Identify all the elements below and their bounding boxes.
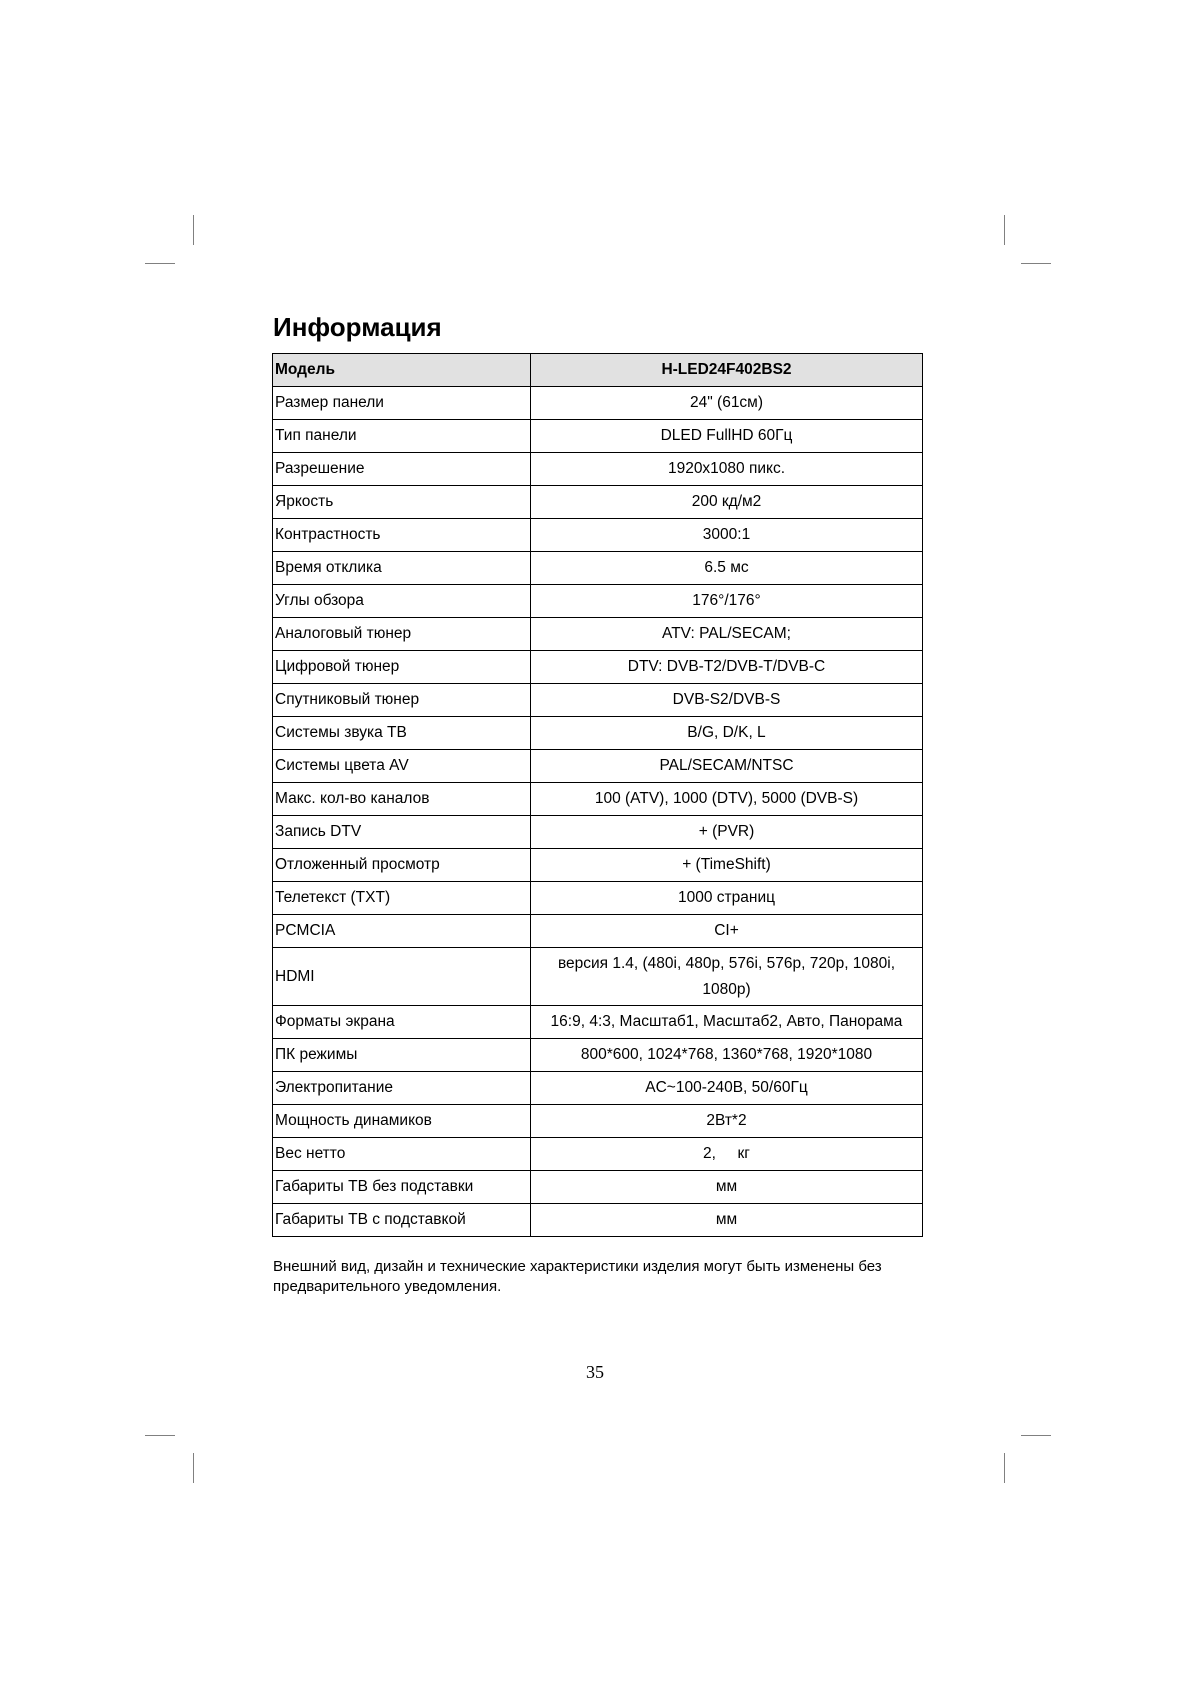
table-row	[273, 1138, 923, 1171]
spec-label-cell: Системы звука ТВ	[273, 717, 531, 750]
spec-value-cell: мм	[531, 1204, 923, 1237]
table-row	[273, 750, 923, 783]
spec-label-cell: Углы обзора	[273, 585, 531, 618]
disclaimer-note: Внешний вид, дизайн и технические характеристики изделия могут быть изменены без предварительного уведомления.	[273, 1258, 882, 1295]
crop-mark-bottom-left-vertical	[193, 1453, 194, 1483]
spec-value-cell: 6.5 мс	[531, 552, 923, 585]
spec-value-cell: 1000 страниц	[531, 882, 923, 915]
table-row	[273, 651, 923, 684]
spec-value-cell: AC~100-240В, 50/60Гц	[531, 1072, 923, 1105]
table-row	[273, 783, 923, 816]
spec-value-cell: B/G, D/K, L	[531, 717, 923, 750]
table-row	[273, 519, 923, 552]
spec-value-cell: + (PVR)	[531, 816, 923, 849]
table-row	[273, 1171, 923, 1204]
table-row	[273, 585, 923, 618]
table-row	[273, 486, 923, 519]
spec-label-cell: HDMI	[273, 948, 531, 1006]
spec-value-cell: мм	[531, 1171, 923, 1204]
spec-label-cell: Цифровой тюнер	[273, 651, 531, 684]
spec-value-cell: 24" (61см)	[531, 387, 923, 420]
spec-value-cell: 3000:1	[531, 519, 923, 552]
table-row	[273, 717, 923, 750]
spec-value-cell: версия 1.4, (480i, 480p, 576i, 576p, 720p, 1080i, 1080p)	[531, 948, 923, 1006]
table-row	[273, 948, 923, 1006]
crop-mark-bottom-left-horizontal	[145, 1435, 175, 1436]
spec-label-cell: Время отклика	[273, 552, 531, 585]
table-row	[273, 420, 923, 453]
page-number: 35	[586, 1362, 604, 1382]
spec-label-cell: ПК режимы	[273, 1039, 531, 1072]
crop-mark-top-left-vertical	[193, 215, 194, 245]
spec-label-cell: Вес нетто	[273, 1138, 531, 1171]
crop-mark-bottom-right-horizontal	[1021, 1435, 1051, 1436]
spec-label-cell: Запись DTV	[273, 816, 531, 849]
spec-value-cell: + (TimeShift)	[531, 849, 923, 882]
spec-label-cell: Спутниковый тюнер	[273, 684, 531, 717]
header-value-cell: H-LED24F402BS2	[531, 354, 923, 387]
spec-label-cell: Яркость	[273, 486, 531, 519]
spec-value-cell: 2, кг	[531, 1138, 923, 1171]
spec-label-cell: Телетекст (TXT)	[273, 882, 531, 915]
table-row	[273, 1072, 923, 1105]
table-row	[273, 915, 923, 948]
crop-mark-bottom-right-vertical	[1004, 1453, 1005, 1483]
spec-table	[272, 353, 923, 1237]
spec-label-cell: Мощность динамиков	[273, 1105, 531, 1138]
spec-value-cell: 200 кд/м2	[531, 486, 923, 519]
spec-label-cell: Габариты ТВ без подставки	[273, 1171, 531, 1204]
spec-label-cell: Разрешение	[273, 453, 531, 486]
spec-label-cell: Электропитание	[273, 1072, 531, 1105]
table-row	[273, 849, 923, 882]
header-label-cell: Модель	[273, 354, 531, 387]
table-row	[273, 1105, 923, 1138]
spec-label-cell: Макс. кол-во каналов	[273, 783, 531, 816]
page-title: Информация	[273, 312, 442, 342]
spec-value-cell: 1920x1080 пикс.	[531, 453, 923, 486]
table-row	[273, 1204, 923, 1237]
spec-label-cell: Отложенный просмотр	[273, 849, 531, 882]
table-row	[273, 453, 923, 486]
spec-value-cell: CI+	[531, 915, 923, 948]
spec-value-cell: DTV: DVB-T2/DVB-T/DVB-C	[531, 651, 923, 684]
table-row	[273, 552, 923, 585]
table-row	[273, 387, 923, 420]
spec-label-cell: Размер панели	[273, 387, 531, 420]
spec-label-cell: Контрастность	[273, 519, 531, 552]
spec-value-cell: 800*600, 1024*768, 1360*768, 1920*1080	[531, 1039, 923, 1072]
table-row	[273, 882, 923, 915]
spec-value-cell: ATV: PAL/SECAM;	[531, 618, 923, 651]
table-row	[273, 684, 923, 717]
spec-label-cell: Аналоговый тюнер	[273, 618, 531, 651]
spec-value-cell: PAL/SECAM/NTSC	[531, 750, 923, 783]
crop-mark-top-left-horizontal	[145, 263, 175, 264]
table-row	[273, 1006, 923, 1039]
spec-label-cell: Тип панели	[273, 420, 531, 453]
table-row	[273, 1039, 923, 1072]
spec-label-cell: Габариты ТВ с подставкой	[273, 1204, 531, 1237]
table-header-row	[273, 354, 923, 387]
spec-label-cell: Системы цвета AV	[273, 750, 531, 783]
table-row	[273, 816, 923, 849]
crop-mark-top-right-vertical	[1004, 215, 1005, 245]
spec-label-cell: PCMCIA	[273, 915, 531, 948]
spec-value-cell: DLED FullHD 60Гц	[531, 420, 923, 453]
spec-value-cell: DVB-S2/DVB-S	[531, 684, 923, 717]
spec-value-cell: 16:9, 4:3, Масштаб1, Масштаб2, Авто, Панорама	[531, 1006, 923, 1039]
spec-value-cell: 100 (ATV), 1000 (DTV), 5000 (DVB-S)	[531, 783, 923, 816]
spec-label-cell: Форматы экрана	[273, 1006, 531, 1039]
table-row	[273, 618, 923, 651]
spec-value-cell: 176°/176°	[531, 585, 923, 618]
crop-mark-top-right-horizontal	[1021, 263, 1051, 264]
spec-value-cell: 2Вт*2	[531, 1105, 923, 1138]
